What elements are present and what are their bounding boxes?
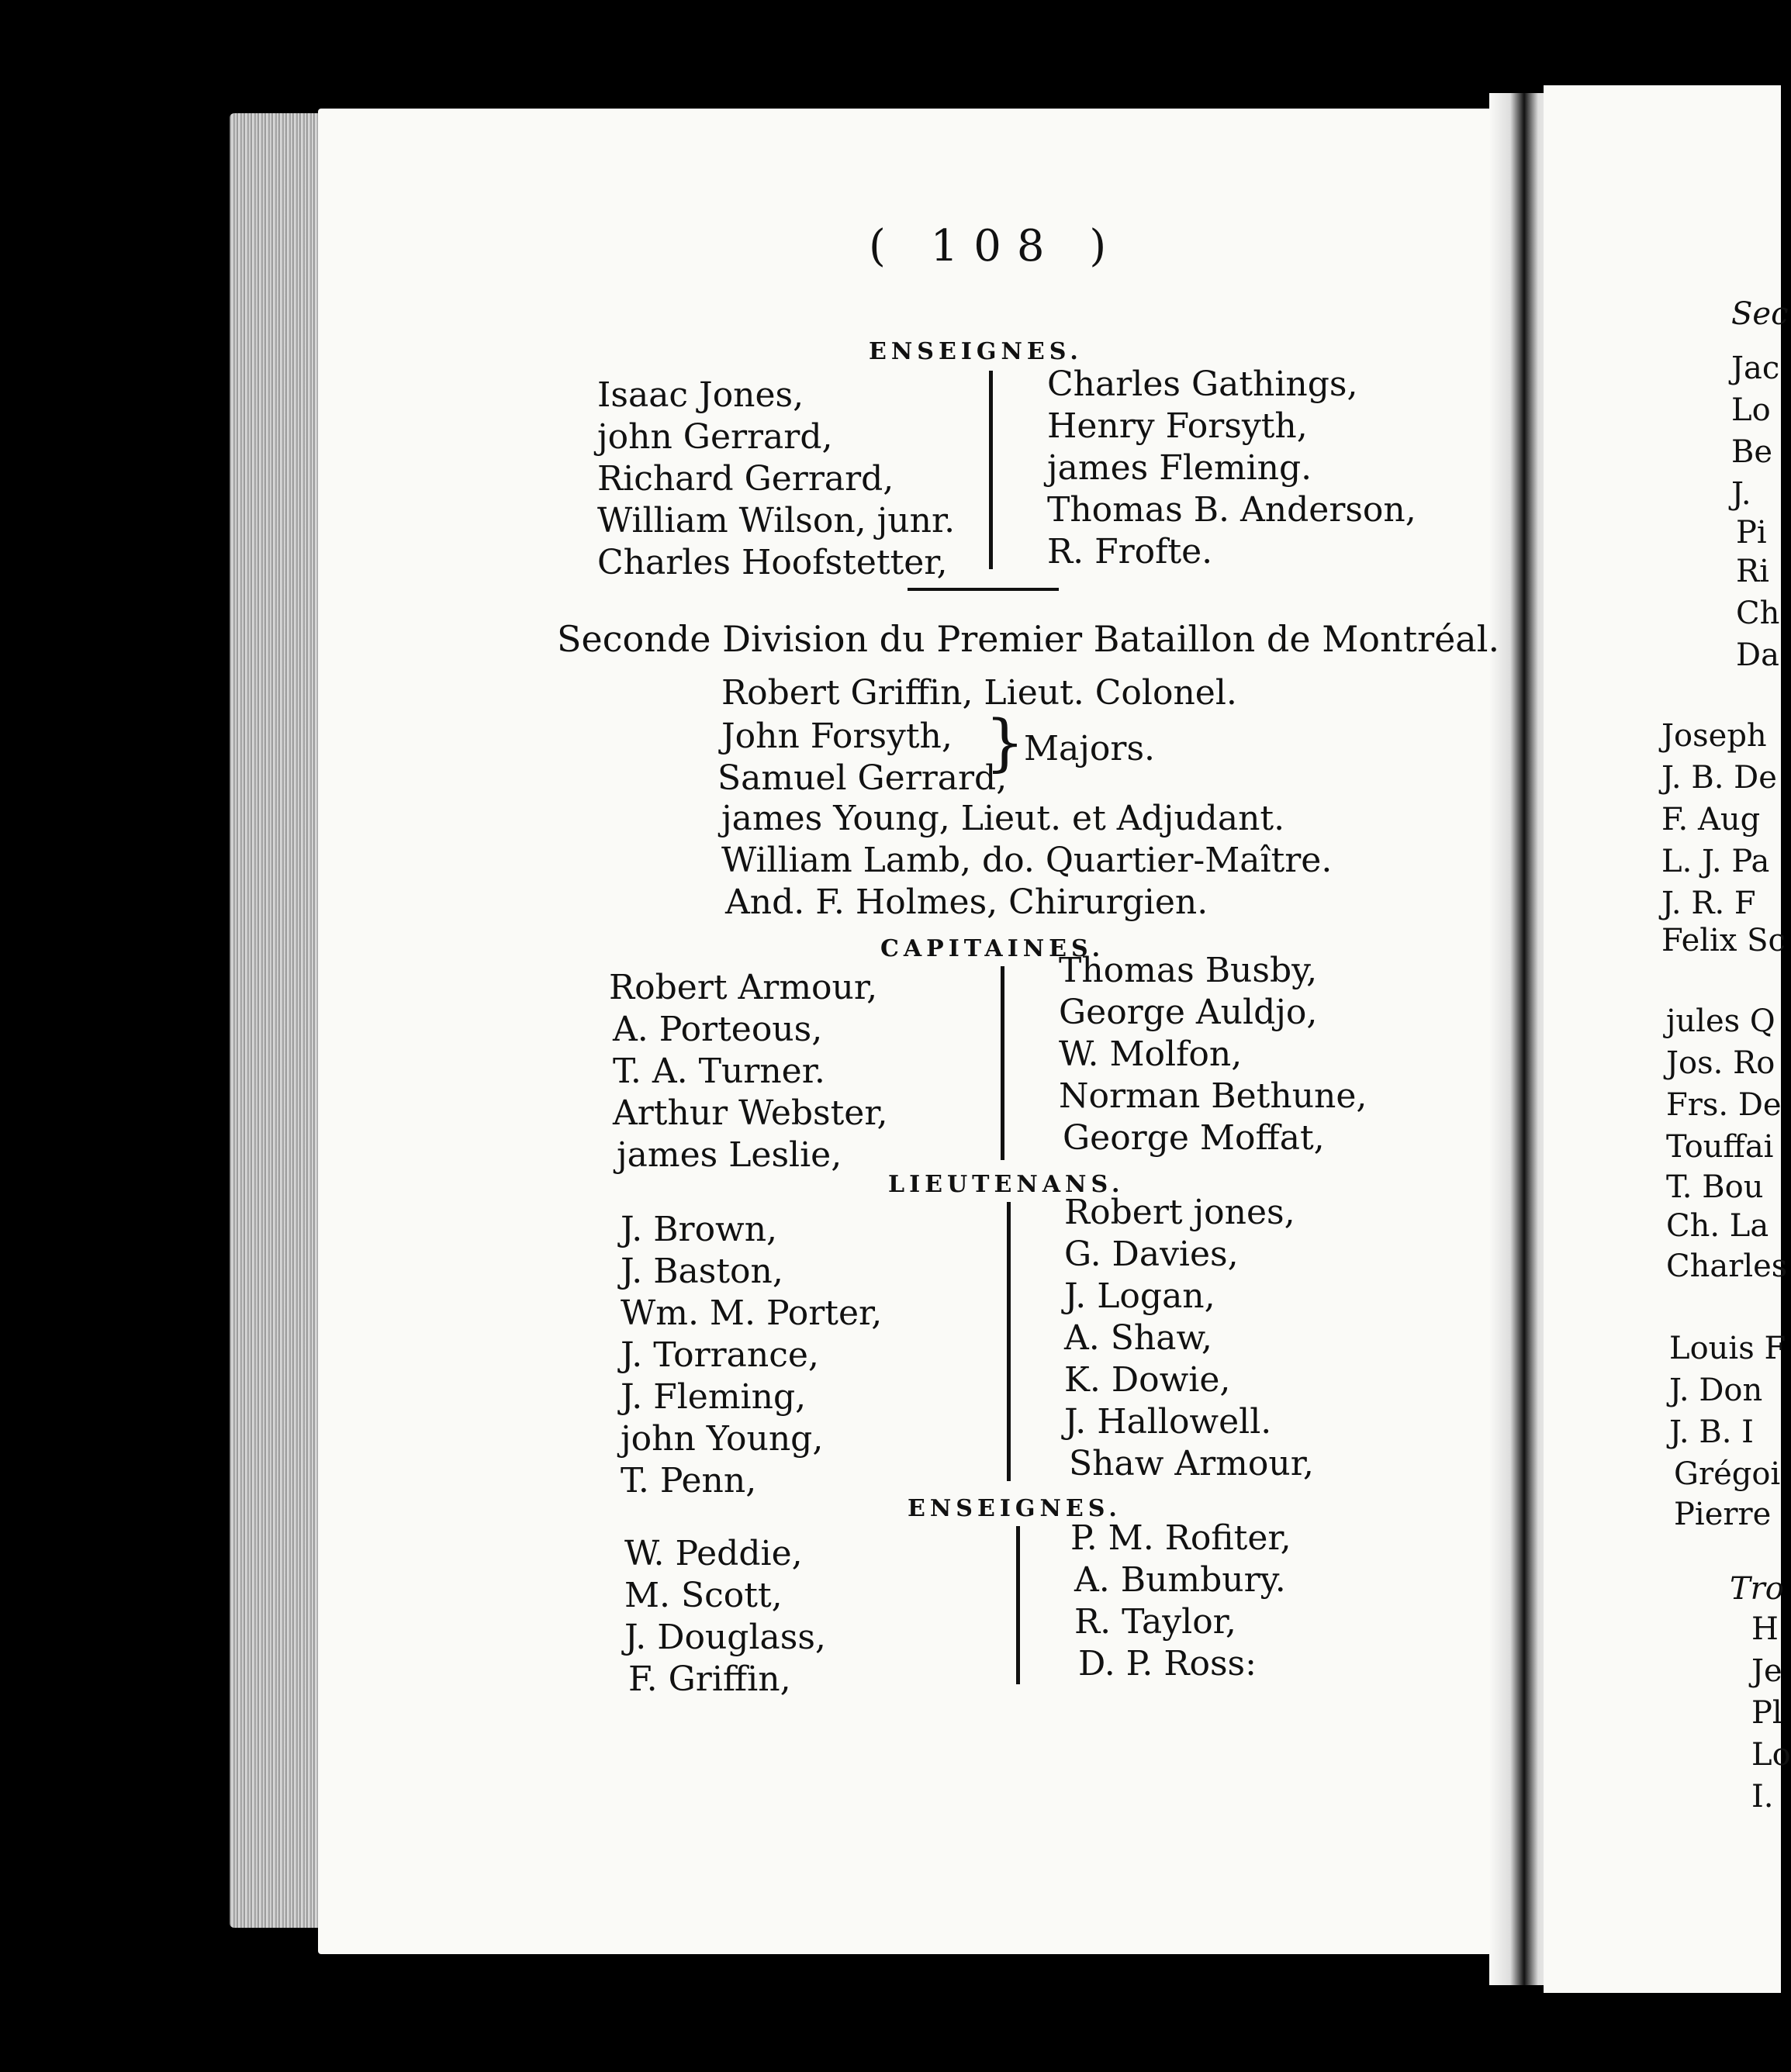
right-fragment: J. B. I	[1669, 1414, 1754, 1450]
right-fragment: J. R. F	[1661, 886, 1756, 921]
right-fragment: F. Aug	[1661, 802, 1761, 837]
officer-surgeon: And. F. Holmes, Chirurgien.	[725, 882, 1208, 922]
list-item: W. Molfon,	[1059, 1034, 1243, 1074]
right-fragment: Be	[1731, 434, 1773, 470]
section-heading-capitaines: CAPITAINES.	[880, 935, 1105, 962]
column-divider	[989, 371, 993, 569]
right-fragment: Pl	[1751, 1695, 1782, 1731]
right-fragment: J.	[1731, 476, 1751, 512]
right-fragment: L. J. Pa	[1661, 844, 1770, 879]
list-item: George Moffat,	[1063, 1118, 1325, 1158]
list-item: G. Davies,	[1064, 1235, 1239, 1274]
list-item: T. Penn,	[621, 1461, 757, 1500]
right-fragment: Da	[1736, 637, 1779, 673]
right-fragment: H	[1751, 1611, 1779, 1647]
list-item: john Gerrard,	[597, 417, 833, 457]
list-item: George Auldjo,	[1059, 993, 1318, 1032]
list-item: Shaw Armour,	[1069, 1444, 1314, 1483]
brace-icon: }	[985, 706, 1025, 779]
right-fragment: J. Don	[1669, 1373, 1763, 1408]
list-item: A. Porteous,	[613, 1010, 823, 1049]
right-fragment: Pi	[1736, 515, 1767, 551]
right-fragment: Pierre	[1674, 1497, 1772, 1532]
list-item: Charles Gathings,	[1047, 364, 1358, 404]
right-fragment: Charles	[1666, 1248, 1788, 1284]
list-item: T. A. Turner.	[613, 1052, 825, 1091]
officer-quartermaster: William Lamb, do. Quartier-Maître.	[721, 841, 1333, 880]
column-divider	[1016, 1526, 1020, 1684]
column-divider	[1007, 1202, 1011, 1481]
right-fragment: Lo	[1751, 1737, 1791, 1773]
page-number: ( 108 )	[869, 221, 1122, 271]
list-item: P. M. Rofiter,	[1070, 1518, 1291, 1558]
officer-major-1: John Forsyth,	[721, 717, 953, 756]
list-item: Thomas B. Anderson,	[1047, 490, 1416, 530]
list-item: D. P. Ross:	[1078, 1644, 1257, 1684]
list-item: Isaac Jones,	[597, 375, 804, 415]
column-divider	[1001, 966, 1004, 1160]
right-fragment: Frs. De	[1666, 1087, 1782, 1123]
list-item: W. Peddie,	[624, 1534, 803, 1573]
list-item: Charles Hoofstetter,	[597, 543, 948, 582]
list-item: james Fleming.	[1047, 448, 1312, 488]
section-heading-lieutenans: LIEUTENANS.	[888, 1171, 1125, 1198]
list-item: M. Scott,	[624, 1576, 783, 1615]
list-item: john Young,	[621, 1419, 824, 1459]
division-title: Seconde Division du Premier Bataillon de Montréal.	[557, 618, 1500, 660]
list-item: William Wilson, junr.	[597, 501, 956, 540]
right-fragment: Jac	[1731, 351, 1780, 386]
officer-major-2: Samuel Gerrard,	[717, 758, 1008, 798]
list-item: Norman Bethune,	[1059, 1076, 1367, 1116]
right-fragment: T. Bou	[1666, 1169, 1764, 1205]
list-item: K. Dowie,	[1064, 1360, 1231, 1400]
list-item: james Leslie,	[617, 1135, 842, 1175]
list-item: R. Taylor,	[1074, 1602, 1236, 1642]
list-item: A. Shaw,	[1064, 1318, 1212, 1358]
page-edge	[230, 113, 330, 1928]
right-fragment: Louis F	[1669, 1331, 1786, 1366]
right-fragment: Ch	[1736, 596, 1780, 631]
section-heading-ensignes: ENSEIGNES.	[869, 338, 1083, 365]
list-item: R. Frofte.	[1047, 532, 1213, 572]
list-item: Thomas Busby,	[1059, 951, 1318, 990]
right-fragment: Jos. Ro	[1666, 1045, 1775, 1081]
list-item: J. Hallowell.	[1064, 1402, 1272, 1442]
right-fragment: Lo	[1731, 392, 1771, 428]
right-fragment: Joseph	[1661, 718, 1767, 754]
right-fragment: Ch. La	[1666, 1208, 1769, 1244]
majors-label: Majors.	[1024, 729, 1156, 768]
list-item: J. Fleming,	[621, 1377, 807, 1417]
right-fragment: Ri	[1736, 554, 1769, 589]
list-item: J. Baston,	[621, 1252, 783, 1291]
right-fragment: Je	[1751, 1653, 1782, 1689]
list-item: Arthur Webster,	[613, 1093, 888, 1133]
right-fragment: Felix Sc	[1661, 923, 1786, 958]
list-item: Richard Gerrard,	[597, 459, 894, 499]
right-fragment: Touffai	[1666, 1129, 1774, 1165]
right-fragment: jules Q	[1666, 1003, 1775, 1039]
right-fragment-heading: Tro	[1730, 1571, 1784, 1607]
list-item: Henry Forsyth,	[1047, 406, 1308, 446]
list-item: A. Bumbury.	[1074, 1560, 1286, 1600]
list-item: F. Griffin,	[628, 1659, 791, 1699]
section-heading-ensignes-2: ENSEIGNES.	[908, 1495, 1122, 1522]
list-item: Robert Armour,	[609, 968, 878, 1007]
officer-adjutant: james Young, Lieut. et Adjudant.	[721, 799, 1285, 838]
list-item: Robert jones,	[1064, 1193, 1295, 1232]
list-item: J. Brown,	[621, 1210, 778, 1249]
list-item: J. Douglass,	[624, 1618, 826, 1657]
list-item: Wm. M. Porter,	[621, 1293, 883, 1333]
right-fragment: J. B. De	[1661, 760, 1777, 796]
officer-colonel: Robert Griffin, Lieut. Colonel.	[721, 673, 1237, 713]
list-item: J. Torrance,	[621, 1335, 819, 1375]
right-fragment: I.	[1751, 1779, 1774, 1815]
list-item: J. Logan,	[1064, 1276, 1215, 1316]
section-rule	[908, 588, 1059, 591]
right-fragment-heading: Sec	[1731, 296, 1789, 332]
right-fragment: Grégoi	[1674, 1456, 1781, 1492]
